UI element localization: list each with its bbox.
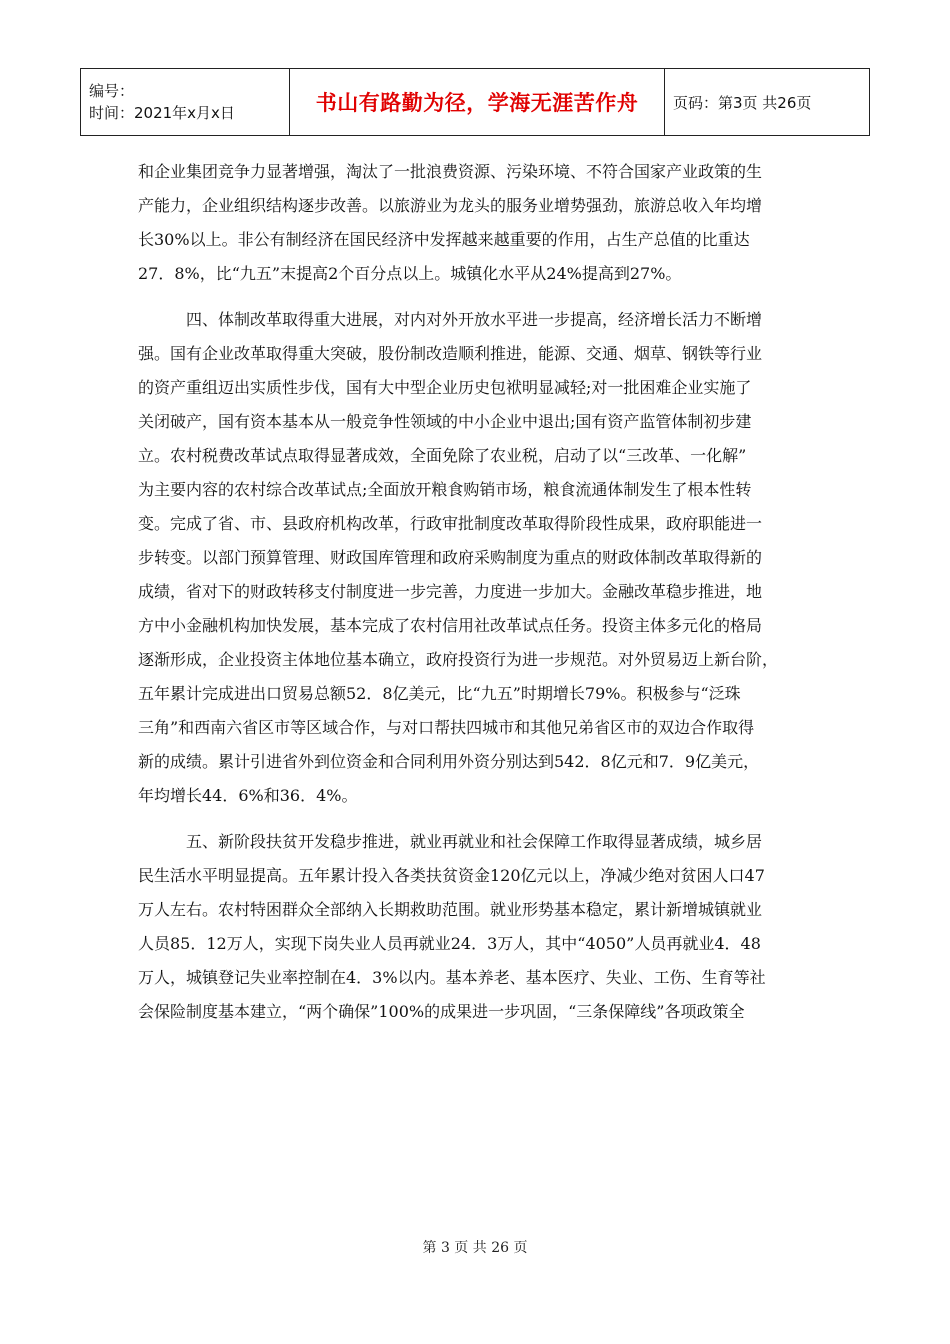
paragraph-line: 长30%以上。非公有制经济在国民经济中发挥越来越重要的作用，占生产总值的比重达 <box>138 230 750 249</box>
paragraph-line: 万人，城镇登记失业率控制在4．3%以内。基本养老、基本医疗、失业、工伤、生育等社 <box>138 968 766 987</box>
paragraph-line: 方中小金融机构加快发展，基本完成了农村信用社改革试点任务。投资主体多元化的格局 <box>138 616 763 635</box>
paragraph-line: 为主要内容的农村综合改革试点;全面放开粮食购销市场，粮食流通体制发生了根本性转 <box>138 480 752 499</box>
document-number-label: 编号： <box>89 82 135 100</box>
paragraph-line: 步转变。以部门预算管理、财政国库管理和政府采购制度为重点的财政体制改革取得新的 <box>138 548 763 567</box>
paragraph-line: 四、体制改革取得重大进展，对内对外开放水平进一步提高，经济增长活力不断增 <box>186 310 763 329</box>
paragraph-line: 立。农村税费改革试点取得显著成效，全面免除了农业税，启动了以“三改革、一化解” <box>138 446 747 465</box>
document-body <box>138 155 803 1029</box>
paragraph-line: 关闭破产，国有资本基本从一般竞争性领域的中小企业中退出;国有资产监管体制初步建 <box>138 412 752 431</box>
paragraph-line: 成绩，省对下的财政转移支付制度进一步完善，力度进一步加大。金融改革稳步推进，地 <box>138 582 763 601</box>
paragraph-line: 年均增长44．6%和36．4%。 <box>138 786 358 805</box>
document-time-label: 时间：2021年x月x日 <box>89 104 235 122</box>
paragraph-line: 27．8%，比“九五”末提高2个百分点以上。城镇化水平从24%提高到27%。 <box>138 264 682 283</box>
paragraph-line: 民生活水平明显提高。五年累计投入各类扶贫资金120亿元以上，净减少绝对贫困人口47 <box>138 866 765 885</box>
header-motto: 书山有路勤为径，学海无涯苦作舟 <box>290 69 665 136</box>
page-footer: 第 3 页 共 26 页 <box>422 1240 528 1256</box>
paragraph-line: 的资产重组迈出实质性步伐，国有大中型企业历史包袱明显减轻;对一批困难企业实施了 <box>138 378 752 397</box>
paragraph-line: 产能力，企业组织结构逐步改善。以旅游业为龙头的服务业增势强劲，旅游总收入年均增 <box>138 196 763 215</box>
paragraph-line: 变。完成了省、市、县政府机构改革，行政审批制度改革取得阶段性成果，政府职能进一 <box>138 514 763 533</box>
paragraph-line: 和企业集团竞争力显著增强，淘汰了一批浪费资源、污染环境、不符合国家产业政策的生 <box>138 162 763 181</box>
paragraph-line: 三角”和西南六省区市等区域合作，与对口帮扶四城市和其他兄弟省区市的双边合作取得 <box>138 718 755 737</box>
header-page-label: 页码：第3页 共26页 <box>665 69 870 136</box>
paragraph-line: 逐渐形成，企业投资主体地位基本确立，政府投资行为进一步规范。对外贸易迈上新台阶， <box>138 650 779 669</box>
paragraph-line: 强。国有企业改革取得重大突破，股份制改造顺利推进，能源、交通、烟草、钢铁等行业 <box>138 344 763 363</box>
header-table <box>80 68 870 136</box>
paragraph-line: 新的成绩。累计引进省外到位资金和合同利用外资分别达到542．8亿元和7．9亿美元， <box>138 752 760 771</box>
paragraph-line: 五年累计完成进出口贸易总额52．8亿美元，比“九五”时期增长79%。积极参与“泛珠 <box>138 684 741 703</box>
header-left-cell <box>81 69 290 136</box>
paragraph-line: 会保险制度基本建立，“两个确保”100%的成果进一步巩固，“三条保障线”各项政策全 <box>138 1002 745 1021</box>
paragraph-line: 人员85．12万人，实现下岗失业人员再就业24．3万人，其中“4050”人员再就业4．48 <box>138 934 761 953</box>
paragraph-line: 万人左右。农村特困群众全部纳入长期救助范围。就业形势基本稳定，累计新增城镇就业 <box>138 900 763 919</box>
paragraph-line: 五、新阶段扶贫开发稳步推进，就业再就业和社会保障工作取得显著成绩，城乡居 <box>186 832 763 851</box>
